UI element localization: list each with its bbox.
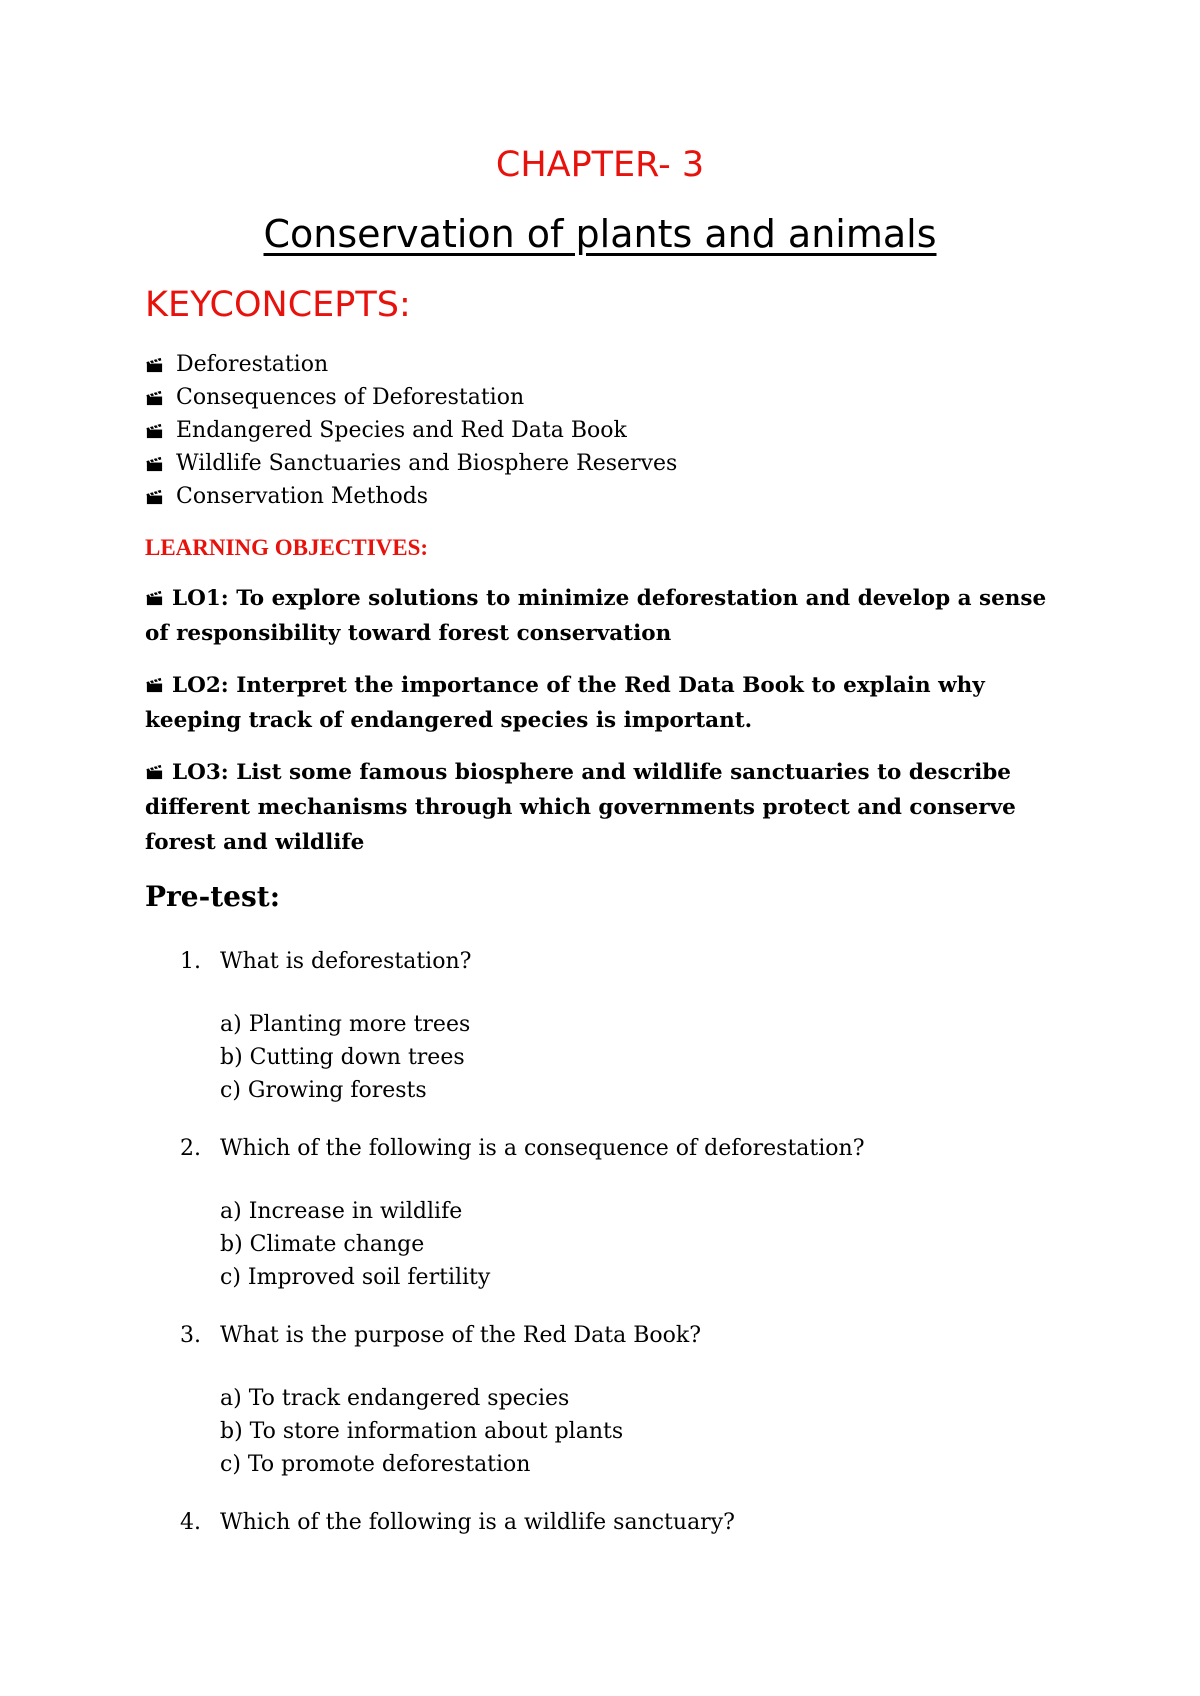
question-1-options	[220, 1008, 470, 1107]
learning-objectives-heading: LEARNING OBJECTIVES:	[145, 535, 429, 560]
key-concepts-heading: KEYCONCEPTS:	[145, 285, 411, 325]
option-item: c) Growing forests	[220, 1078, 427, 1103]
list-item: Wildlife Sanctuaries and Biosphere Reserves	[145, 447, 677, 480]
clapperboard-icon	[145, 454, 164, 473]
question-2-options	[220, 1195, 490, 1294]
clapperboard-icon	[145, 762, 164, 781]
option-item: c) To promote deforestation	[220, 1452, 531, 1477]
pretest-heading: Pre-test:	[145, 880, 281, 913]
option-item: c) Improved soil fertility	[220, 1265, 491, 1290]
clapperboard-icon	[145, 355, 164, 374]
option-item: b) To store information about plants	[220, 1419, 624, 1444]
option-item: b) Cutting down trees	[220, 1045, 465, 1070]
list-item: Endangered Species and Red Data Book	[145, 414, 677, 447]
list-item: Consequences of Deforestation	[145, 381, 677, 414]
clapperboard-icon	[145, 588, 164, 607]
question-1: 1. What is deforestation?	[180, 949, 472, 974]
option-item: a) To track endangered species	[220, 1386, 570, 1411]
clapperboard-icon	[145, 487, 164, 506]
learning-objective-1: LO1: To explore solutions to minimize deforestation and develop a sense of responsibility toward forest conservation	[145, 586, 1047, 646]
option-item: b) Climate change	[220, 1232, 425, 1257]
option-item: a) Planting more trees	[220, 1012, 471, 1037]
chapter-heading: CHAPTER- 3	[495, 145, 705, 185]
clapperboard-icon	[145, 421, 164, 440]
question-3-options	[220, 1382, 623, 1481]
learning-objective-2: LO2: Interpret the importance of the Red Data Book to explain why keeping track of endangered species is important.	[145, 673, 985, 733]
question-3: 3. What is the purpose of the Red Data Book?	[180, 1323, 702, 1348]
clapperboard-icon	[145, 388, 164, 407]
learning-objective-3: LO3: List some famous biosphere and wildlife sanctuaries to describe different mechanisms through which governments protect and conserve forest and wildlife	[145, 760, 1016, 855]
clapperboard-icon	[145, 675, 164, 694]
chapter-title: Conservation of plants and animals	[263, 212, 937, 256]
list-item: Deforestation	[145, 348, 677, 381]
key-concepts-list	[145, 348, 677, 513]
list-item: Conservation Methods	[145, 480, 677, 513]
question-4: 4. Which of the following is a wildlife sanctuary?	[180, 1510, 735, 1535]
question-2: 2. Which of the following is a consequence of deforestation?	[180, 1136, 865, 1161]
option-item: a) Increase in wildlife	[220, 1199, 463, 1224]
